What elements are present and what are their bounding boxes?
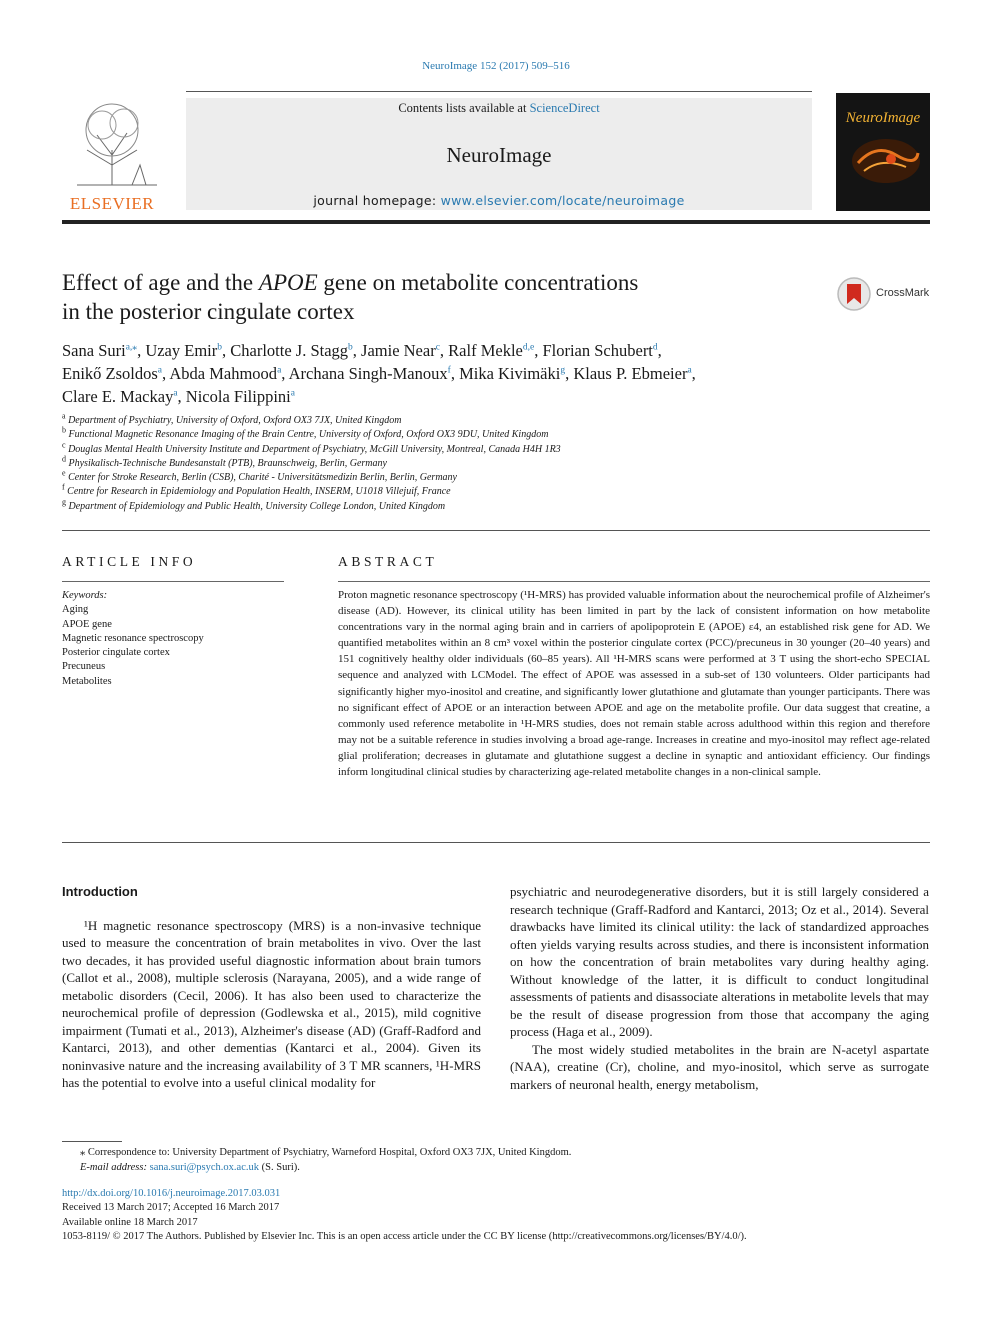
- author-separator: ,: [352, 341, 362, 360]
- author-name: Ralf Mekle: [448, 341, 523, 360]
- affiliation-key: c: [62, 440, 66, 450]
- author-name: Abda Mahmood: [169, 364, 278, 383]
- doi-link[interactable]: http://dx.doi.org/10.1016/j.neuroimage.2017.03.031: [62, 1188, 281, 1199]
- author-separator: ,: [177, 387, 186, 406]
- author-separator: ,: [534, 341, 543, 360]
- author-name: Sana Suri: [62, 341, 126, 360]
- keywords-list: [62, 603, 284, 689]
- keyword-item: Metabolites: [62, 675, 112, 687]
- author-name: Jamie Near: [361, 341, 436, 360]
- affiliation-text: Department of Epidemiology and Public Health, University College London, United Kingdom: [66, 500, 446, 512]
- affiliation-key: f: [62, 483, 65, 493]
- affiliation-item: [62, 425, 922, 442]
- keywords-block: [62, 589, 284, 689]
- journal-name: NeuroImage: [446, 143, 552, 167]
- affiliation-item: [62, 497, 922, 514]
- affiliation-text: Physikalisch-Technische Bundesanstalt (PTB), Braunschweig, Berlin, Germany: [66, 457, 387, 469]
- author-name: Uzay Emir: [145, 341, 218, 360]
- author-list: [62, 339, 882, 408]
- crossmark-label[interactable]: CrossMark: [876, 287, 930, 299]
- contents-line: [186, 101, 812, 116]
- author-separator: ,: [691, 364, 696, 383]
- homepage-prefix: journal homepage:: [313, 193, 441, 208]
- affiliation-key: b: [62, 425, 66, 435]
- affiliation-item: [62, 454, 922, 471]
- title-part-1: Effect of age and the: [62, 270, 259, 295]
- keyword-item: Precuneus: [62, 661, 106, 673]
- publication-info: [62, 1187, 930, 1244]
- affiliation-key: a: [62, 411, 66, 421]
- affiliation-text: Douglas Mental Health University Institute and Department of Psychiatry, McGill University, Montreal, Canada H4H 1R3: [65, 443, 561, 455]
- cover-title: NeuroImage: [845, 110, 921, 126]
- affiliation-item: [62, 468, 922, 485]
- article-info-rule: [62, 581, 284, 582]
- title-gene: APOE: [258, 270, 318, 295]
- section-rule: [62, 530, 930, 531]
- author-affiliation-marker[interactable]: f: [447, 365, 451, 376]
- correspondence-line: ⁎ Correspondence to: University Department of Psychiatry, Warneford Hospital, Oxford OX3 7JX, United Kingdom.: [80, 1147, 572, 1158]
- author-separator: ,: [657, 341, 662, 360]
- author-separator: ,: [565, 364, 574, 383]
- author-separator: ,: [439, 341, 449, 360]
- introduction-heading: Introduction: [62, 884, 138, 899]
- author-separator: ,: [450, 364, 460, 383]
- title-line-2: in the posterior cingulate cortex: [62, 299, 355, 324]
- publisher-wordmark: ELSEVIER: [69, 194, 155, 213]
- author-affiliation-marker[interactable]: c: [435, 342, 440, 353]
- author-name: Klaus P. Ebmeier: [573, 364, 688, 383]
- homepage-link[interactable]: www.elsevier.com/locate/neuroimage: [440, 193, 685, 208]
- keyword-item: Aging: [62, 604, 89, 616]
- keywords-label: Keywords:: [62, 590, 108, 601]
- affiliation-key: d: [62, 454, 66, 464]
- affiliation-key: g: [62, 497, 66, 507]
- body-column-left: [62, 883, 481, 1092]
- author-separator: ,: [281, 364, 289, 383]
- journal-reference[interactable]: NeuroImage 152 (2017) 509–516: [422, 60, 570, 72]
- author-affiliation-marker[interactable]: a: [290, 388, 295, 399]
- sciencedirect-link[interactable]: ScienceDirect: [529, 101, 600, 115]
- keyword-item: Posterior cingulate cortex: [62, 647, 170, 659]
- intro-paragraph-1: ¹H magnetic resonance spectroscopy (MRS) is a non-invasive technique used to measure the concentration of brain metabolites in vivo. Over the last two decades, it has provided useful diagnostic information about brain tumors (Callot et al., 2008), multiple sclerosis (Narayana, 2005), and a wide range of metabolic disorders (Cecil, 2006). It has also been used to characterize the neurochemical profile of depression (Godlewska et al., 2015), mild cognitive impairment (Tumati et al., 2013), Alzheimer's disease (AD) (Graff-Radford and Kantarci, 2013), and other dementias (Kantarci et al., 2004). Given its noninvasive nature and the increasing availability of 3 T MR scanners, ¹H-MRS has the potential to evolve into a useful clinical modality for: [62, 917, 481, 1090]
- contents-prefix: Contents lists available at: [398, 101, 530, 115]
- author-name: Clare E. Mackay: [62, 387, 174, 406]
- affiliation-text: Department of Psychiatry, University of Oxford, Oxford OX3 7JX, United Kingdom: [65, 415, 402, 426]
- affiliation-list: [62, 411, 922, 514]
- title-part-2: gene on metabolite concentrations: [317, 270, 639, 295]
- email-link[interactable]: sana.suri@psych.ox.ac.uk: [149, 1162, 260, 1173]
- author-separator: ,: [137, 341, 146, 360]
- affiliation-key: e: [62, 468, 66, 478]
- affiliation-text: Functional Magnetic Resonance Imaging of the Brain Centre, University of Oxford, Oxford OX3 9DU, United Kingdom: [66, 429, 549, 441]
- author-affiliation-marker[interactable]: a: [157, 365, 163, 376]
- author-affiliation-marker[interactable]: a: [277, 365, 282, 376]
- author-affiliation-marker[interactable]: d,e: [522, 342, 535, 353]
- intro-paragraph-2: The most widely studied metabolites in the brain are N-acetyl aspartate (NAA), creatine (Cr), choline, and myo-inositol, which serve as surrogate markers of neuronal health, energy metabolism,: [510, 1041, 929, 1092]
- author-name: Florian Schubert: [542, 341, 653, 360]
- email-label: E-mail address:: [80, 1162, 150, 1173]
- abstract-heading: ABSTRACT: [338, 554, 438, 569]
- author-name: Archana Singh-Manoux: [288, 364, 448, 383]
- homepage-line: [186, 193, 812, 208]
- author-name: Enikő Zsoldos: [62, 364, 158, 383]
- footnote-rule: [62, 1141, 122, 1142]
- author-name: Nicola Filippini: [185, 387, 291, 406]
- article-info-heading: ARTICLE INFO: [62, 554, 197, 569]
- available-online: Available online 18 March 2017: [62, 1216, 198, 1228]
- author-affiliation-marker[interactable]: b: [217, 342, 222, 353]
- abstract-text: Proton magnetic resonance spectroscopy (¹H-MRS) has provided valuable information about the neurochemical profile of Alzheimer's disease (AD). However, its clinical utility has been limited in part by the lack of consistent information on how metabolite concentrations vary in the normal aging brain and in carriers of apolipoprotein E (APOE) ε4, an established risk gene for AD. We quantified metabolites within an 8 cm³ voxel within the posterior cingulate cortex (PCC)/precuneus in 30 younger (20–40 years) and 151 cognitively healthy older individuals (60–85 years). All ¹H-MRS scans were performed at 3 T using the short-echo SPECIAL sequence and analyzed with LCModel. The effect of APOE was assessed in a sub-set of 130 volunteers. Older participants had significantly higher myo-inositol and creatine, and significantly lower glutathione and glutamate than younger participants. There was no significant effect of APOE or an interaction between APOE and age on the metabolite profile. Our data suggest that creatine, a commonly used reference metabolite in ¹H-MRS studies, does not remain stable across adulthood within this region and therefore may not be a suitable reference in studies involving a broad age-range. Increases in creatine and myo-inositol may reflect age-related glial proliferation; decreases in glutamate and glutathione suggest a decline in synaptic and antioxidant efficiency. Our findings inform longitudinal clinical studies by characterizing age-related metabolite changes in a non-clinical sample.: [338, 589, 930, 779]
- keyword-item: Magnetic resonance spectroscopy: [62, 632, 204, 644]
- intro-paragraph-1-cont: psychiatric and neurodegenerative disorders, but it is still largely considered a research technique (Graff-Radford and Kantarci, 2013; Oz et al., 2014). Several drawbacks have limited its clinical utility: the lack of standardized approaches often yields varying results across studies, and there is inconsistent information on how the concentration of brain metabolites vary during healthy aging. Without knowledge of the latter, it is difficult to conduct longitudinal assessments of patients and disassociate alterations in metabolite levels that may be the result of disease progression from those that accompany the aging process (Haga et al., 2009).: [510, 884, 929, 1039]
- affiliation-text: Centre for Research in Epidemiology and Population Health, INSERM, U1018 Villejuif, France: [64, 486, 451, 498]
- affiliation-item: [62, 411, 922, 428]
- header-top-rule: [186, 91, 812, 92]
- license-prefix: 1053-8119/ © 2017 The Authors. Published by Elsevier Inc. This is an open access article under the CC BY license (: [62, 1230, 553, 1242]
- author-affiliation-marker[interactable]: a,⁎: [125, 342, 138, 353]
- license-url[interactable]: http://creativecommons.org/licenses/BY/4.0/: [552, 1230, 741, 1242]
- author-affiliation-marker[interactable]: b: [348, 342, 353, 353]
- body-column-right: [510, 883, 929, 1093]
- abstract-rule: [338, 581, 930, 582]
- correspondence-footnote: [62, 1145, 930, 1175]
- author-affiliation-marker[interactable]: d: [652, 342, 658, 353]
- abstract-body: [338, 587, 930, 780]
- author-name: Mika Kivimäki: [459, 364, 561, 383]
- author-affiliation-marker[interactable]: g: [560, 365, 566, 376]
- author-affiliation-marker[interactable]: a: [173, 388, 178, 399]
- affiliation-text: Center for Stroke Research, Berlin (CSB), Charité - Universitätsmedizin Berlin, Berlin, Germany: [65, 472, 457, 484]
- article-title: [62, 268, 782, 326]
- received-dates: Received 13 March 2017; Accepted 16 March 2017: [62, 1202, 280, 1214]
- author-name: Charlotte J. Stagg: [230, 341, 349, 360]
- author-separator: ,: [222, 341, 231, 360]
- license-suffix: ).: [740, 1230, 747, 1242]
- abstract-bottom-rule: [62, 842, 930, 843]
- author-separator: ,: [162, 364, 170, 383]
- author-affiliation-marker[interactable]: a: [687, 365, 692, 376]
- header-bottom-rule: [62, 220, 930, 224]
- keyword-item: APOE gene: [62, 618, 112, 630]
- email-suffix: (S. Suri).: [259, 1162, 300, 1173]
- affiliation-item: [62, 440, 922, 457]
- affiliation-item: [62, 485, 922, 499]
- crossmark-icon[interactable]: [836, 276, 872, 312]
